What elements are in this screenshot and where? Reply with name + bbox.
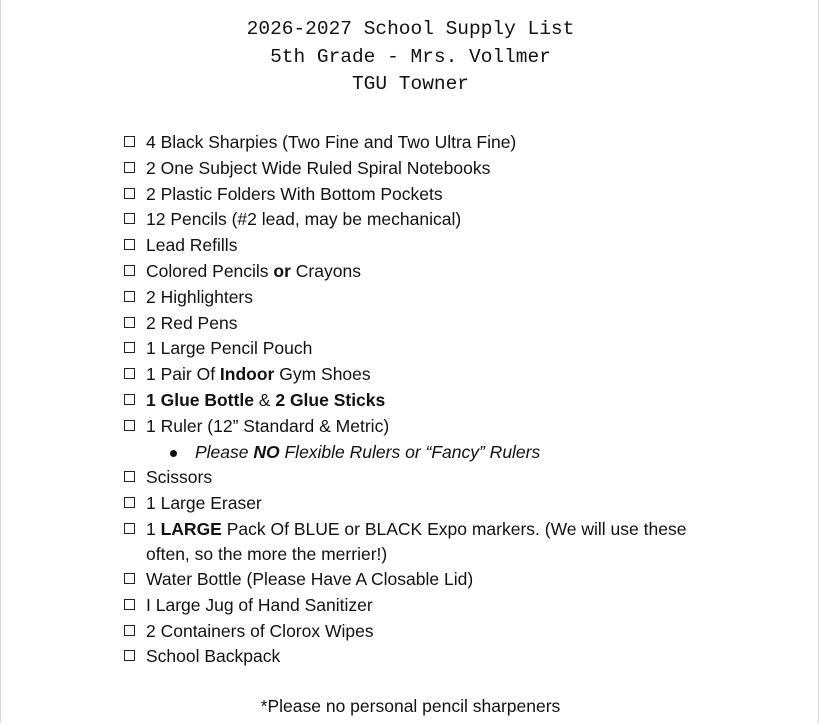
checkbox-icon[interactable] xyxy=(124,265,135,276)
footer-note: *Please no personal pencil sharpeners xyxy=(260,696,561,716)
checkbox-icon[interactable] xyxy=(124,368,135,379)
checkbox-icon[interactable] xyxy=(124,625,135,636)
grade-teacher-line: 5th Grade - Mrs. Vollmer xyxy=(270,45,551,68)
list-item xyxy=(123,233,706,259)
list-item xyxy=(123,465,706,491)
list-item xyxy=(123,311,706,337)
item-text-pre: 1 Pair Of xyxy=(146,364,220,385)
item-text-mid: & xyxy=(253,389,276,410)
item-text: 2 Red Pens xyxy=(146,312,238,333)
checkbox-icon[interactable] xyxy=(124,573,135,584)
item-text: I Large Jug of Hand Sanitizer xyxy=(146,594,373,615)
checkbox-icon[interactable] xyxy=(124,317,135,328)
item-text: School Backpack xyxy=(146,646,281,667)
item-text-pre: Colored Pencils xyxy=(146,260,274,281)
list-item xyxy=(123,182,706,208)
note-text-pre: Please xyxy=(195,441,254,462)
checkbox-icon[interactable] xyxy=(124,239,135,250)
item-text: 12 Pencils (#2 lead, may be mechanical) xyxy=(146,209,462,230)
list-item xyxy=(123,336,706,362)
item-text: 2 One Subject Wide Ruled Spiral Notebooks xyxy=(146,157,491,178)
item-text-pre: 1 xyxy=(146,518,161,539)
item-text-post: Crayons xyxy=(290,260,361,281)
list-item xyxy=(123,388,706,414)
item-text: 1 Large Eraser xyxy=(146,493,262,514)
item-text: 1 Large Pencil Pouch xyxy=(146,338,313,359)
item-text: 2 Containers of Clorox Wipes xyxy=(146,620,374,641)
item-text: 4 Black Sharpies (Two Fine and Two Ultra Fine) xyxy=(146,132,517,152)
item-text-bold: Indoor xyxy=(219,364,275,385)
list-item xyxy=(123,517,706,567)
item-text: 2 Highlighters xyxy=(146,286,253,307)
bullet-icon xyxy=(170,450,177,457)
document-header xyxy=(1,16,819,99)
supply-checklist xyxy=(123,130,706,670)
checkbox-icon[interactable] xyxy=(124,599,135,610)
list-item xyxy=(123,567,706,593)
list-item xyxy=(123,644,706,670)
list-item xyxy=(123,414,706,440)
item-text-bold: 2 Glue Sticks xyxy=(275,389,386,410)
checkbox-icon[interactable] xyxy=(124,136,135,147)
list-item xyxy=(123,207,706,233)
list-item xyxy=(123,362,706,388)
item-text-post: Pack Of BLUE or BLACK Expo markers. (We will use these often, so the more the merrier!) xyxy=(146,518,687,564)
checkbox-icon[interactable] xyxy=(124,342,135,353)
note-text-bold: NO xyxy=(253,441,280,462)
item-text: 2 Plastic Folders With Bottom Pockets xyxy=(146,183,443,204)
item-text: Lead Refills xyxy=(146,235,238,256)
item-text: Water Bottle (Please Have A Closable Lid) xyxy=(146,568,474,589)
checkbox-icon[interactable] xyxy=(124,188,135,199)
checkbox-icon[interactable] xyxy=(124,291,135,302)
list-item xyxy=(123,619,706,645)
checkbox-icon[interactable] xyxy=(124,497,135,508)
ruler-note xyxy=(123,440,706,466)
list-item xyxy=(123,593,706,619)
note-text-post: Flexible Rulers or “Fancy” Rulers xyxy=(279,441,541,462)
list-item xyxy=(123,156,706,182)
list-item xyxy=(123,491,706,517)
checkbox-icon[interactable] xyxy=(124,420,135,431)
list-item xyxy=(123,285,706,311)
school-name: TGU Towner xyxy=(351,73,470,95)
list-item xyxy=(123,259,706,285)
item-text-bold: 1 Glue Bottle xyxy=(146,389,254,410)
checkbox-icon[interactable] xyxy=(124,162,135,173)
checkbox-icon[interactable] xyxy=(124,471,135,482)
list-title: 2026-2027 School Supply List xyxy=(246,18,575,40)
checkbox-icon[interactable] xyxy=(124,650,135,661)
checkbox-icon[interactable] xyxy=(124,394,135,405)
item-text-post: Gym Shoes xyxy=(274,364,371,385)
item-text-bold: or xyxy=(273,260,291,281)
item-text: Scissors xyxy=(146,467,213,488)
list-item xyxy=(123,130,706,156)
checkbox-icon[interactable] xyxy=(124,523,135,534)
checkbox-icon[interactable] xyxy=(124,213,135,224)
item-text: 1 Ruler (12” Standard & Metric) xyxy=(146,415,390,436)
item-text-bold: LARGE xyxy=(160,518,222,539)
